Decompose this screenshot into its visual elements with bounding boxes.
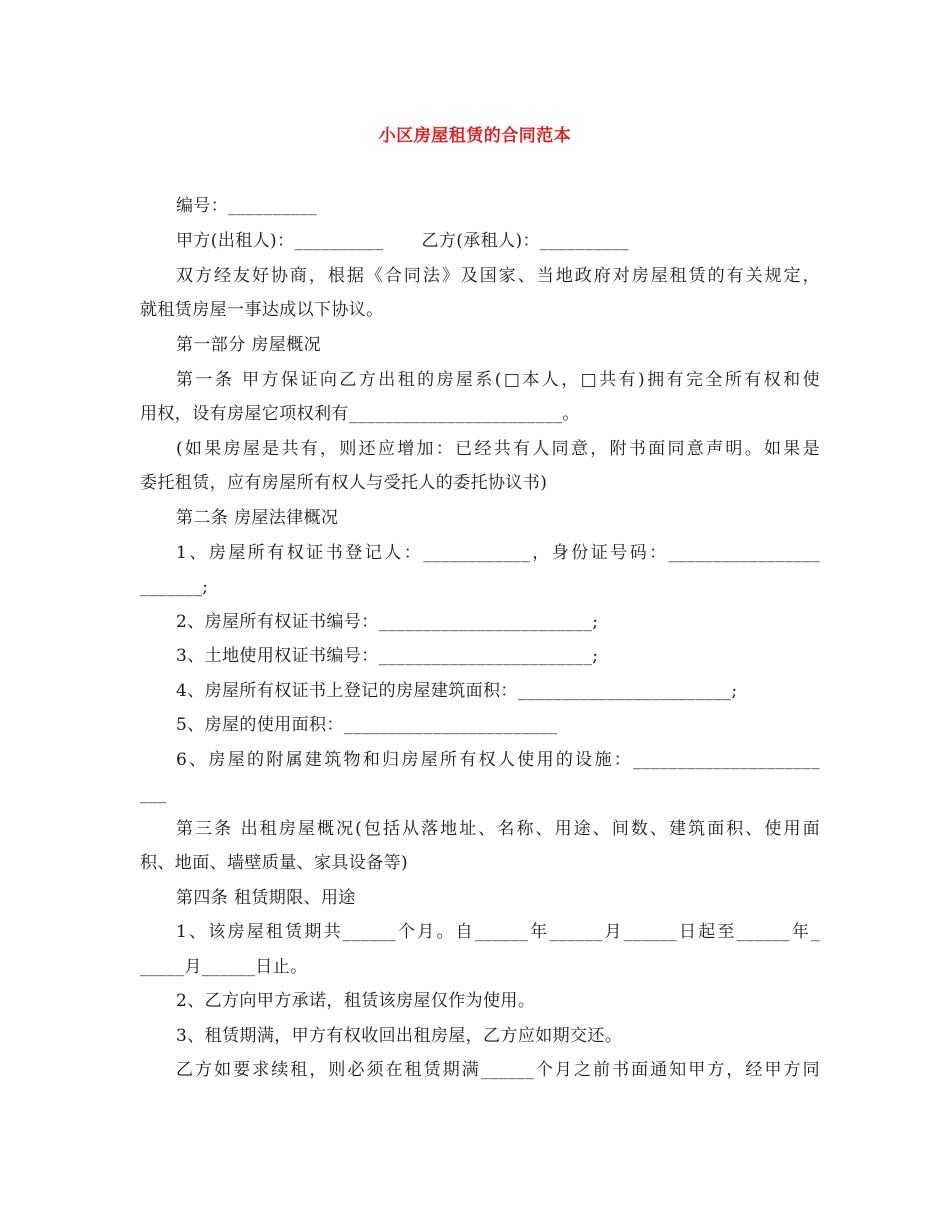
paragraph-line: 乙方如要求续租，则必须在租赁期满______个月之前书面通知甲方，经甲方同: [176, 1060, 820, 1080]
paragraph-line: 委托租赁，应有房屋所有权人与受托人的委托协议书): [140, 473, 548, 493]
paragraph-line: 用权，设有房屋它项权利有________________________。: [140, 404, 580, 424]
list-item-continuation: ___: [140, 784, 167, 804]
list-item: 6、房屋的附属建筑物和归房屋所有权人使用的设施：_____________________: [176, 750, 820, 770]
lessor-field: 甲方(出租人)：__________: [176, 231, 384, 251]
list-item: 1、该房屋租赁期共______个月。自______年______月______日起至______年_: [176, 922, 820, 942]
paragraph-line: 第一条 甲方保证向乙方出租的房屋系(□本人，□共有)拥有完全所有权和使: [176, 370, 820, 390]
article-heading: 第四条 租赁期限、用途: [176, 888, 356, 908]
parties-line: [176, 229, 820, 253]
article-heading: 第二条 房屋法律概况: [176, 508, 339, 528]
list-item: 2、房屋所有权证书编号：________________________;: [176, 612, 599, 632]
list-item: 2、乙方向甲方承诺，租赁该房屋仅作为使用。: [176, 991, 536, 1011]
lessee-field: 乙方(承租人)：__________: [421, 231, 629, 251]
list-item-continuation: _____月______日止。: [140, 957, 308, 977]
contract-number-line: 编号：__________: [176, 196, 318, 216]
list-item: 3、土地使用权证书编号：________________________;: [176, 646, 599, 666]
list-item: 3、租赁期满，甲方有权收回出租房屋，乙方应如期交还。: [176, 1026, 623, 1046]
section-heading: 第一部分 房屋概况: [176, 335, 322, 355]
list-item-continuation: _______;: [140, 577, 209, 597]
list-item: 4、房屋所有权证书上登记的房屋建筑面积：________________________;: [176, 681, 738, 701]
article-heading: 第三条 出租房屋概况(包括从落地址、名称、用途、间数、建筑面积、使用面: [176, 819, 820, 839]
paragraph-line: (如果房屋是共有，则还应增加：已经共有人同意，附书面同意声明。如果是: [176, 439, 820, 459]
paragraph-line: 积、地面、墙壁质量、家具设备等): [140, 853, 409, 873]
paragraph-line: 双方经友好协商，根据《合同法》及国家、当地政府对房屋租赁的有关规定，: [176, 266, 820, 286]
list-item: 1、房屋所有权证书登记人：____________，身份证号码：_________________: [176, 543, 820, 563]
paragraph-line: 就租赁房屋一事达成以下协议。: [140, 300, 384, 320]
list-item: 5、房屋的使用面积：________________________: [176, 715, 558, 735]
document-title: 小区房屋租赁的合同范本: [378, 126, 572, 146]
